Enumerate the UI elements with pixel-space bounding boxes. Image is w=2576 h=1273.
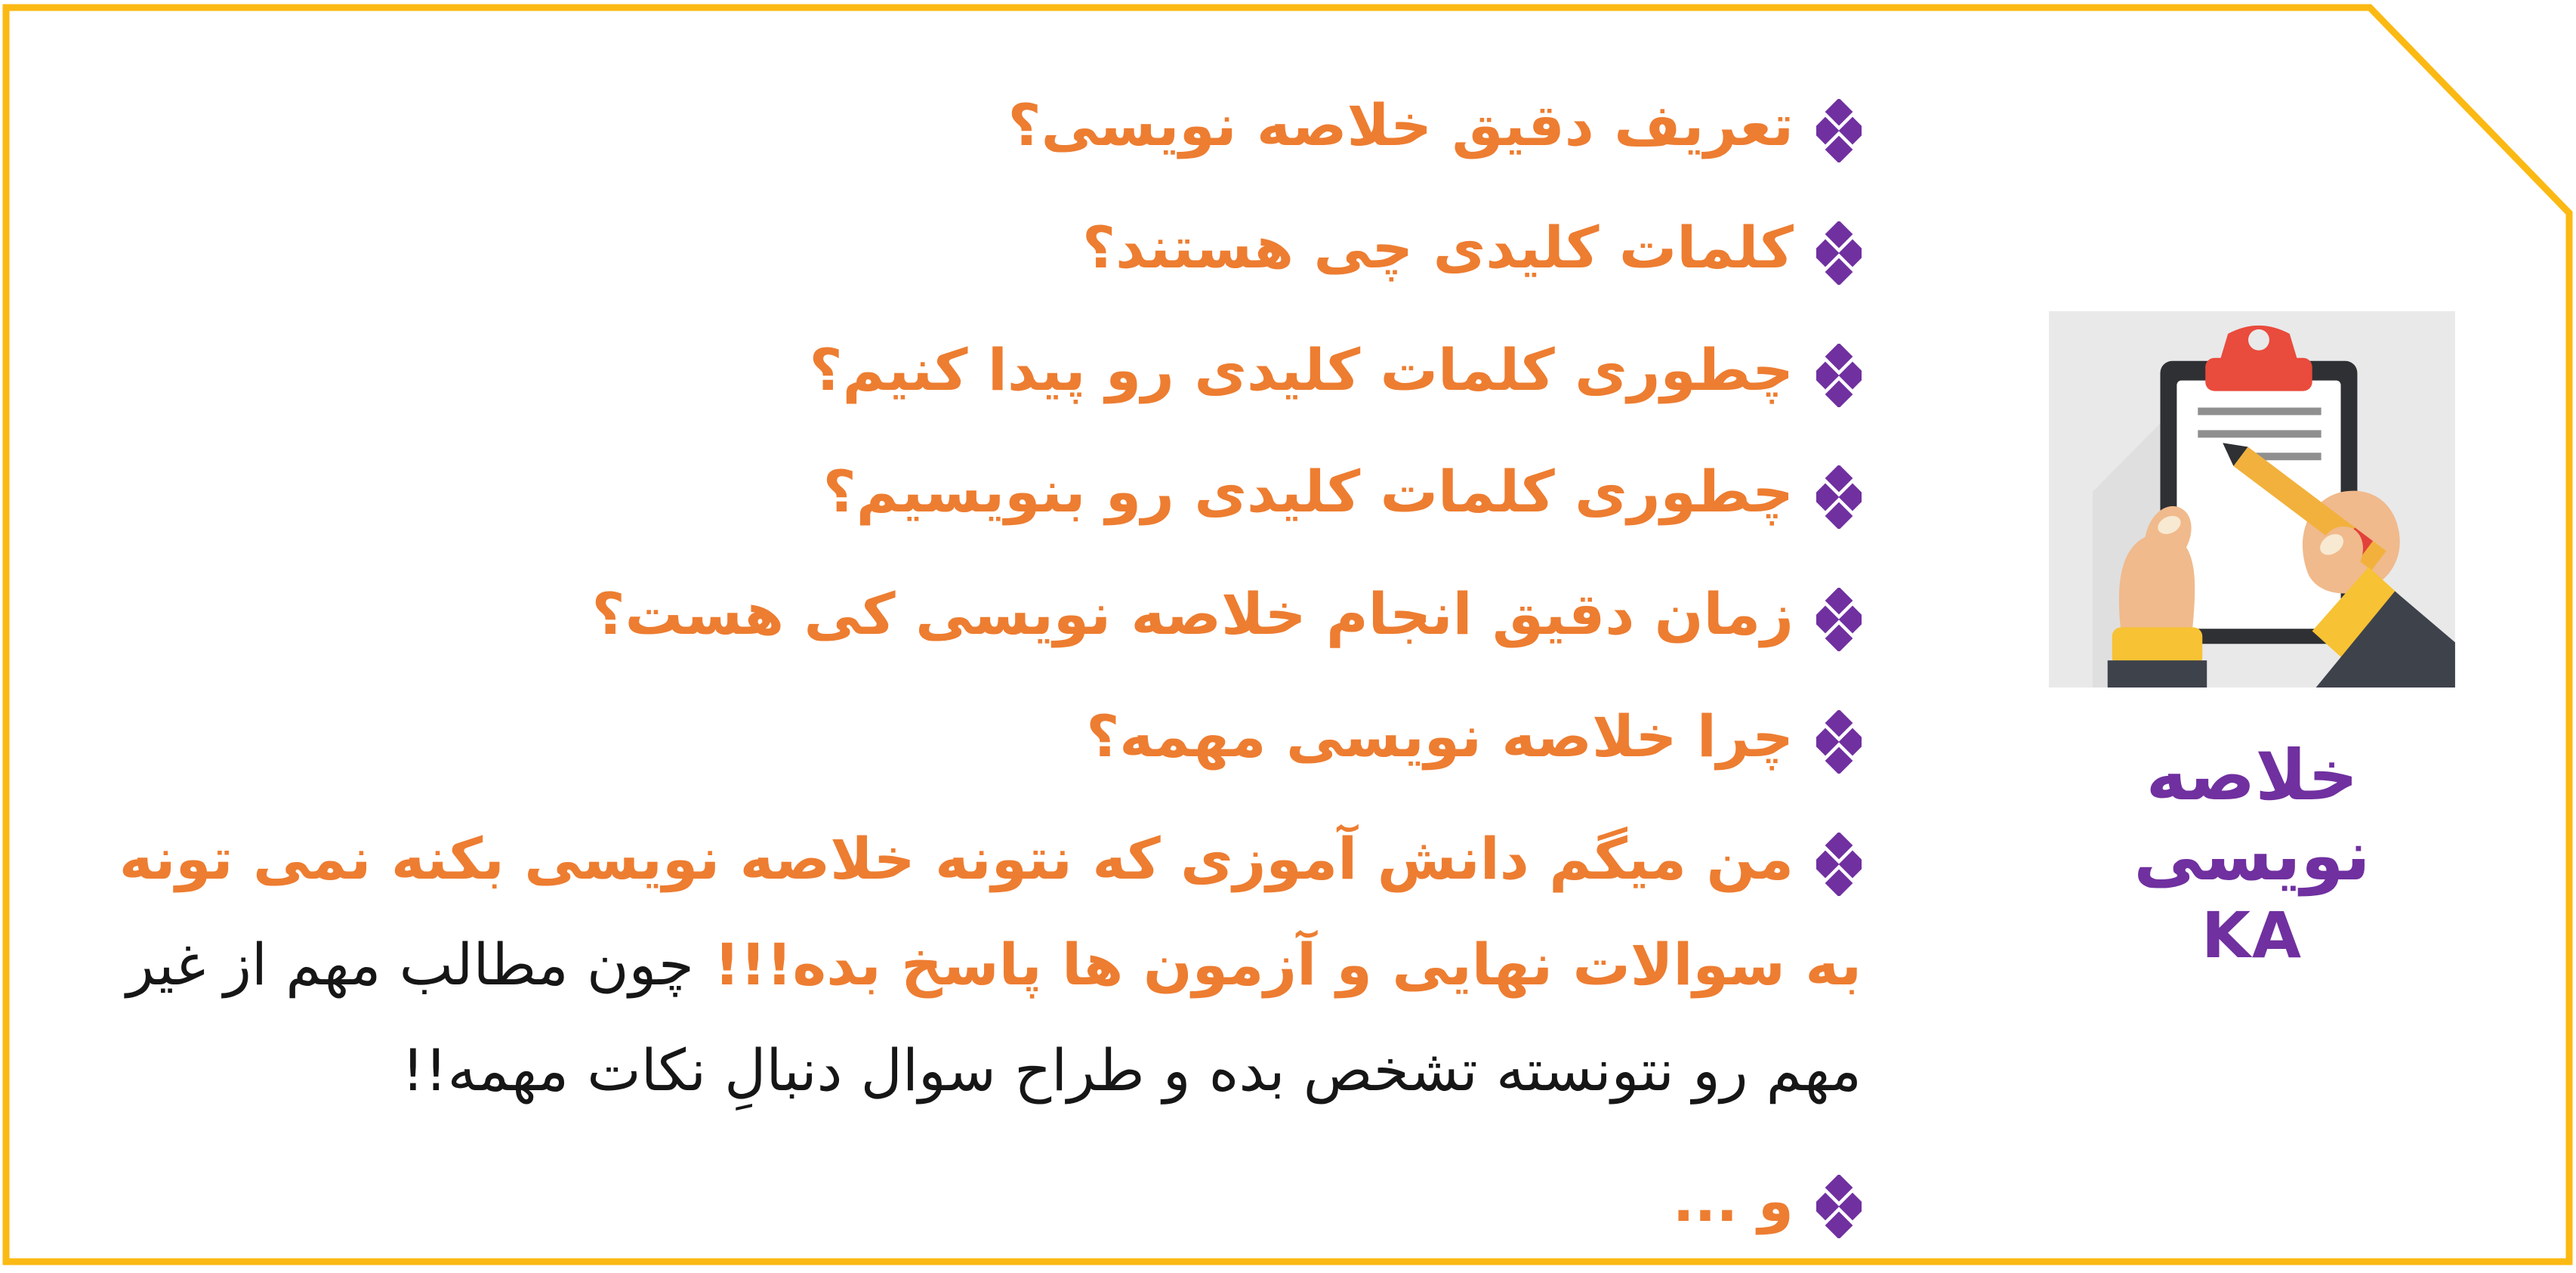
bullet-item-label: تعریف دقیق خلاصه نویسی؟: [1007, 91, 1794, 159]
paragraph-black-text: چون مطالب مهم از غیر مهم رو نتونسته تشخص بده و طراح سوال دنبالِ نکات مهمه!!: [126, 930, 1862, 1104]
bullet-item-label: کلمات کلیدی چی هستند؟: [1082, 213, 1794, 281]
paragraph-orange-text: من میگم دانش آموزی که نتونه خلاصه نویسی بکنه نمی تونه به سوالات نهایی و آزمون ها پاسخ بده!!!: [119, 824, 1862, 998]
figure-caption-ka: KA: [2201, 898, 2303, 972]
bullet-item: [113, 439, 1862, 545]
bullet-item: [113, 195, 1862, 301]
clipboard-writing-illustration: [2048, 311, 2456, 687]
bullet-item: [113, 73, 1862, 178]
bullet-item-label: زمان دقیق انجام خلاصه نویسی کی هست؟: [591, 580, 1794, 648]
bullet-item-paragraph: [113, 806, 1862, 1123]
diamond-bullet-icon: [1816, 588, 1862, 651]
diamond-bullet-icon: [1816, 465, 1862, 529]
bullet-item: [113, 317, 1862, 423]
bullet-item: [113, 684, 1862, 789]
bullet-item-label: چطوری کلمات کلیدی رو پیدا کنیم؟: [809, 335, 1794, 403]
diamond-bullet-icon: [1816, 833, 1862, 896]
diamond-bullet-icon: [1816, 1175, 1862, 1238]
bullet-item-etc: [113, 1148, 1862, 1254]
figure-caption: خلاصه نویسی: [2133, 735, 2371, 896]
diamond-bullet-icon: [1816, 99, 1862, 162]
bullet-item-label: چطوری کلمات کلیدی رو بنویسیم؟: [822, 458, 1794, 526]
diamond-bullet-icon: [1816, 710, 1862, 774]
figure-block: [2033, 311, 2471, 975]
bullet-item: [113, 561, 1862, 667]
diamond-bullet-icon: [1816, 221, 1862, 285]
bullet-item-label: چرا خلاصه نویسی مهمه؟: [1086, 703, 1794, 771]
bullet-item-label: و ...: [1672, 1167, 1794, 1235]
bullet-list: [113, 73, 1862, 1271]
diamond-bullet-icon: [1816, 344, 1862, 407]
